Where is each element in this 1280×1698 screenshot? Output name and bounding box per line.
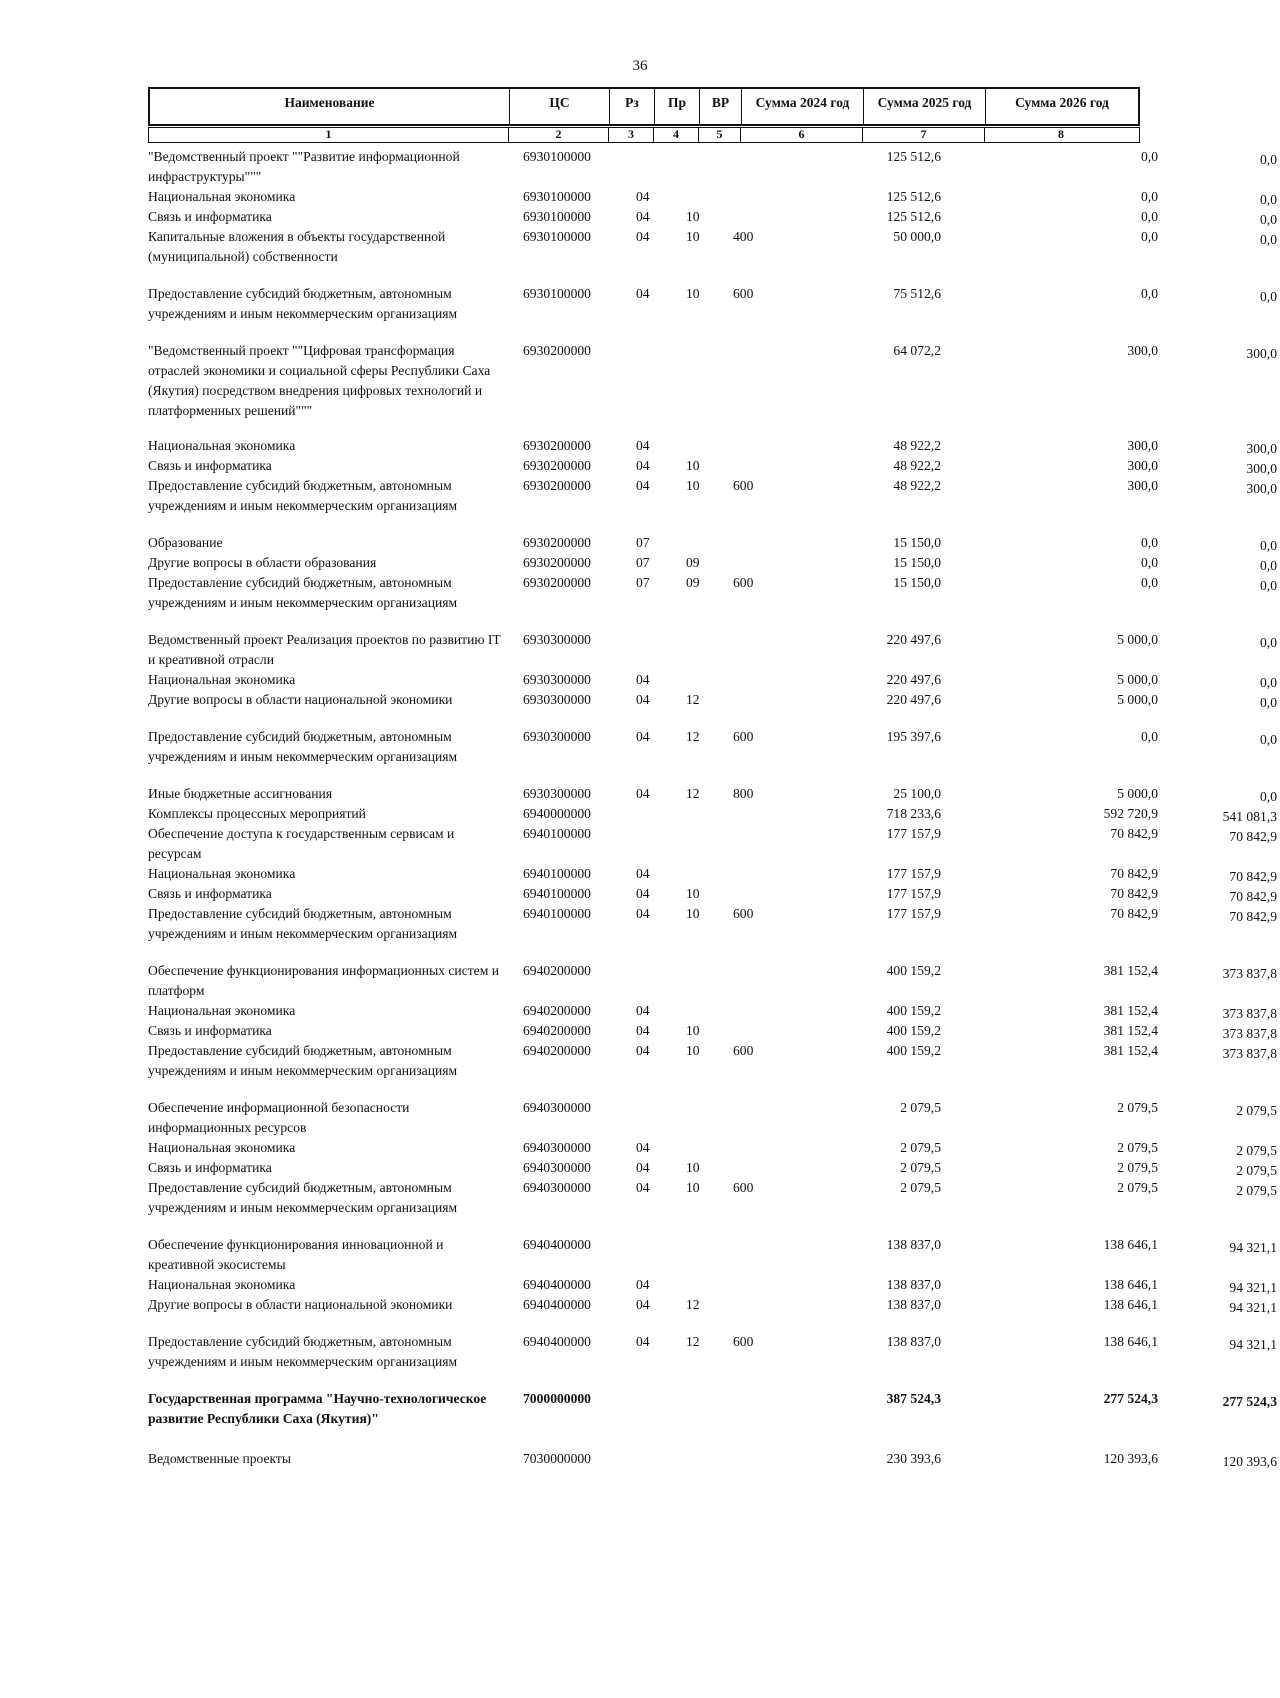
row-sum-2026: 0,0	[1260, 578, 1277, 593]
row-name: Национальная экономика	[148, 1277, 296, 1292]
table-row	[148, 476, 1277, 516]
row-name: Предоставление субсидий бюджетным, автономным учреждениям и иным некоммерческим организациям	[148, 1334, 458, 1369]
row-cs: 6940300000	[523, 1140, 591, 1155]
row-sum-2024: 177 157,9	[886, 906, 941, 921]
row-sum-2026: 0,0	[1260, 232, 1277, 247]
row-sum-2026: 2 079,5	[1236, 1163, 1277, 1178]
row-name: Ведомственные проекты	[148, 1451, 292, 1466]
table-row	[148, 1001, 1277, 1021]
row-sum-2025: 381 152,4	[1103, 1043, 1158, 1058]
table-row	[148, 207, 1277, 227]
row-sum-2025: 300,0	[1127, 343, 1158, 358]
row-sum-2024: 48 922,2	[893, 438, 941, 453]
row-sum-2025: 138 646,1	[1103, 1334, 1158, 1349]
table-row	[148, 727, 1277, 767]
row-rz: 04	[636, 866, 650, 881]
row-cs: 6930200000	[523, 438, 591, 453]
row-cs: 6940200000	[523, 1043, 591, 1058]
row-sum-2025: 5 000,0	[1117, 632, 1158, 647]
row-sum-2026: 0,0	[1260, 538, 1277, 553]
row-sum-2026: 0,0	[1260, 192, 1277, 207]
header-pr: Пр	[655, 89, 700, 124]
table-row	[148, 864, 1277, 884]
row-name: Предоставление субсидий бюджетным, автономным учреждениям и иным некоммерческим организациям	[148, 286, 458, 321]
row-sum-2024: 75 512,6	[893, 286, 941, 301]
row-name: Национальная экономика	[148, 1003, 296, 1018]
row-sum-2026: 373 837,8	[1222, 1026, 1277, 1041]
row-cs: 7000000000	[523, 1391, 591, 1406]
row-sum-2024: 125 512,6	[886, 189, 941, 204]
row-sum-2024: 400 159,2	[886, 963, 941, 978]
row-name: Обеспечение функционирования информационных систем и платформ	[148, 963, 499, 998]
table-row	[148, 1178, 1277, 1218]
row-vr: 600	[733, 286, 754, 301]
table-row	[148, 884, 1277, 904]
table-row	[148, 1158, 1277, 1178]
row-sum-2025: 5 000,0	[1117, 672, 1158, 687]
row-name: Государственная программа "Научно-технологическое развитие Республики Саха (Якутия)"	[148, 1391, 487, 1426]
row-sum-2024: 2 079,5	[900, 1100, 941, 1115]
row-rz: 04	[636, 1277, 650, 1292]
row-rz: 04	[636, 1023, 650, 1038]
row-name: Образование	[148, 535, 223, 550]
header-sum-2025: Сумма 2025 год	[864, 89, 986, 124]
row-rz: 04	[636, 692, 650, 707]
table-row	[148, 824, 1277, 864]
table-row	[148, 1098, 1277, 1138]
row-sum-2024: 230 393,6	[886, 1451, 941, 1466]
row-sum-2024: 220 497,6	[886, 632, 941, 647]
row-sum-2024: 138 837,0	[886, 1277, 941, 1292]
column-number: 2	[509, 128, 609, 142]
row-sum-2024: 48 922,2	[893, 458, 941, 473]
row-sum-2025: 381 152,4	[1103, 1023, 1158, 1038]
row-cs: 6930200000	[523, 458, 591, 473]
table-row	[148, 573, 1277, 613]
row-rz: 04	[636, 729, 650, 744]
row-rz: 04	[636, 189, 650, 204]
row-rz: 04	[636, 1140, 650, 1155]
table-row	[148, 553, 1277, 573]
row-rz: 07	[636, 535, 650, 550]
row-sum-2025: 138 646,1	[1103, 1237, 1158, 1252]
table-row	[148, 147, 1277, 187]
row-cs: 6930100000	[523, 229, 591, 244]
row-sum-2026: 0,0	[1260, 635, 1277, 650]
table-row	[148, 1138, 1277, 1158]
row-sum-2026: 373 837,8	[1222, 1006, 1277, 1021]
row-vr: 400	[733, 229, 754, 244]
row-cs: 6940400000	[523, 1334, 591, 1349]
row-cs: 6940100000	[523, 826, 591, 841]
row-rz: 04	[636, 438, 650, 453]
row-cs: 6930100000	[523, 189, 591, 204]
column-number: 7	[863, 128, 985, 142]
row-pr: 10	[686, 886, 700, 901]
row-name: Ведомственный проект Реализация проектов по развитию IT и креативной отрасли	[148, 632, 501, 667]
row-name: Обеспечение информационной безопасности информационных ресурсов	[148, 1100, 410, 1135]
row-rz: 04	[636, 1003, 650, 1018]
row-sum-2025: 300,0	[1127, 458, 1158, 473]
row-cs: 6940300000	[523, 1180, 591, 1195]
column-numbers	[148, 127, 1140, 143]
row-sum-2026: 0,0	[1260, 289, 1277, 304]
row-cs: 6930300000	[523, 786, 591, 801]
table-row	[148, 1021, 1277, 1041]
row-cs: 6930200000	[523, 478, 591, 493]
table-row	[148, 1275, 1277, 1295]
row-sum-2024: 2 079,5	[900, 1140, 941, 1155]
page-number: 36	[632, 58, 648, 74]
row-vr: 800	[733, 786, 754, 801]
row-name: Национальная экономика	[148, 866, 296, 881]
row-sum-2025: 70 842,9	[1110, 826, 1158, 841]
row-sum-2025: 2 079,5	[1117, 1140, 1158, 1155]
row-pr: 12	[686, 786, 700, 801]
row-rz: 04	[636, 478, 650, 493]
row-cs: 6930100000	[523, 149, 591, 164]
row-sum-2026: 300,0	[1246, 461, 1277, 476]
column-number: 5	[699, 128, 741, 142]
row-sum-2024: 177 157,9	[886, 886, 941, 901]
row-name: Обеспечение доступа к государственным сервисам и ресурсам	[148, 826, 455, 861]
row-sum-2026: 70 842,9	[1229, 909, 1277, 924]
row-sum-2025: 300,0	[1127, 478, 1158, 493]
row-sum-2026: 0,0	[1260, 558, 1277, 573]
header-name: Наименование	[150, 89, 510, 124]
row-sum-2024: 387 524,3	[886, 1391, 941, 1406]
row-name: Другие вопросы в области национальной экономики	[148, 692, 453, 707]
row-cs: 6930100000	[523, 209, 591, 224]
row-sum-2025: 0,0	[1141, 535, 1158, 550]
row-cs: 6940300000	[523, 1160, 591, 1175]
row-sum-2026: 120 393,6	[1222, 1454, 1277, 1469]
row-pr: 09	[686, 575, 700, 590]
column-number: 3	[609, 128, 654, 142]
header-vr: ВР	[700, 89, 742, 124]
row-sum-2026: 70 842,9	[1229, 869, 1277, 884]
table-row	[148, 784, 1277, 804]
row-sum-2024: 2 079,5	[900, 1160, 941, 1175]
row-vr: 600	[733, 1334, 754, 1349]
row-name: Другие вопросы в области национальной экономики	[148, 1297, 453, 1312]
row-sum-2024: 400 159,2	[886, 1023, 941, 1038]
row-sum-2026: 300,0	[1246, 481, 1277, 496]
row-sum-2025: 277 524,3	[1103, 1391, 1158, 1406]
row-rz: 04	[636, 209, 650, 224]
row-name: Национальная экономика	[148, 189, 296, 204]
row-sum-2026: 0,0	[1260, 789, 1277, 804]
row-sum-2024: 50 000,0	[893, 229, 941, 244]
row-sum-2026: 70 842,9	[1229, 889, 1277, 904]
column-number: 6	[741, 128, 863, 142]
row-name: Связь и информатика	[148, 1023, 272, 1038]
row-name: "Ведомственный проект ""Развитие информационной инфраструктуры"""	[148, 149, 460, 184]
row-sum-2024: 718 233,6	[886, 806, 941, 821]
row-sum-2025: 0,0	[1141, 729, 1158, 744]
row-pr: 10	[686, 458, 700, 473]
row-sum-2025: 70 842,9	[1110, 906, 1158, 921]
row-cs: 6940100000	[523, 866, 591, 881]
row-name: Связь и информатика	[148, 1160, 272, 1175]
row-sum-2026: 0,0	[1260, 695, 1277, 710]
header-rz: Рз	[610, 89, 655, 124]
table-row	[148, 456, 1277, 476]
table-row	[148, 227, 1277, 267]
row-sum-2024: 15 150,0	[893, 575, 941, 590]
row-sum-2025: 70 842,9	[1110, 866, 1158, 881]
row-vr: 600	[733, 575, 754, 590]
row-sum-2025: 138 646,1	[1103, 1297, 1158, 1312]
row-name: Национальная экономика	[148, 672, 296, 687]
row-rz: 04	[636, 286, 650, 301]
row-name: Предоставление субсидий бюджетным, автономным учреждениям и иным некоммерческим организациям	[148, 729, 458, 764]
row-rz: 04	[636, 1180, 650, 1195]
table-row	[148, 1041, 1277, 1081]
row-cs: 6940300000	[523, 1100, 591, 1115]
row-sum-2025: 0,0	[1141, 575, 1158, 590]
row-sum-2025: 2 079,5	[1117, 1100, 1158, 1115]
row-vr: 600	[733, 478, 754, 493]
row-name: Комплексы процессных мероприятий	[148, 806, 366, 821]
row-name: Связь и информатика	[148, 458, 272, 473]
row-cs: 7030000000	[523, 1451, 591, 1466]
row-pr: 12	[686, 729, 700, 744]
row-vr: 600	[733, 1043, 754, 1058]
row-pr: 12	[686, 1334, 700, 1349]
row-sum-2026: 373 837,8	[1222, 1046, 1277, 1061]
row-sum-2024: 2 079,5	[900, 1180, 941, 1195]
row-sum-2025: 0,0	[1141, 286, 1158, 301]
row-sum-2025: 381 152,4	[1103, 963, 1158, 978]
row-rz: 04	[636, 886, 650, 901]
row-sum-2026: 0,0	[1260, 212, 1277, 227]
row-sum-2025: 5 000,0	[1117, 692, 1158, 707]
table-row	[148, 904, 1277, 944]
row-vr: 600	[733, 1180, 754, 1195]
row-name: Капитальные вложения в объекты государственной (муниципальной) собственности	[148, 229, 446, 264]
row-sum-2024: 138 837,0	[886, 1237, 941, 1252]
row-sum-2025: 2 079,5	[1117, 1180, 1158, 1195]
row-rz: 07	[636, 575, 650, 590]
row-cs: 6930100000	[523, 286, 591, 301]
row-sum-2024: 400 159,2	[886, 1043, 941, 1058]
row-sum-2024: 220 497,6	[886, 692, 941, 707]
table-row	[148, 804, 1277, 824]
table-row	[148, 670, 1277, 690]
row-cs: 6930300000	[523, 632, 591, 647]
row-rz: 04	[636, 1043, 650, 1058]
row-name: Связь и информатика	[148, 886, 272, 901]
row-cs: 6940400000	[523, 1237, 591, 1252]
header-sum-2024: Сумма 2024 год	[742, 89, 864, 124]
row-pr: 10	[686, 1043, 700, 1058]
row-sum-2026: 94 321,1	[1229, 1337, 1277, 1352]
row-vr: 600	[733, 729, 754, 744]
row-pr: 10	[686, 209, 700, 224]
row-name: Предоставление субсидий бюджетным, автономным учреждениям и иным некоммерческим организациям	[148, 575, 458, 610]
row-pr: 10	[686, 906, 700, 921]
table-row	[148, 1449, 1277, 1469]
row-cs: 6940400000	[523, 1297, 591, 1312]
row-sum-2025: 381 152,4	[1103, 1003, 1158, 1018]
table-row	[148, 1295, 1277, 1315]
table-row	[148, 1235, 1277, 1275]
row-sum-2024: 400 159,2	[886, 1003, 941, 1018]
row-sum-2026: 2 079,5	[1236, 1143, 1277, 1158]
row-cs: 6930200000	[523, 575, 591, 590]
row-sum-2025: 0,0	[1141, 149, 1158, 164]
row-pr: 12	[686, 692, 700, 707]
row-cs: 6940100000	[523, 906, 591, 921]
row-rz: 04	[636, 1297, 650, 1312]
row-rz: 04	[636, 229, 650, 244]
row-name: Предоставление субсидий бюджетным, автономным учреждениям и иным некоммерческим организациям	[148, 1180, 458, 1215]
row-vr: 600	[733, 906, 754, 921]
table-body	[148, 147, 1277, 1469]
row-sum-2024: 195 397,6	[886, 729, 941, 744]
row-cs: 6930200000	[523, 555, 591, 570]
table-row	[148, 187, 1277, 207]
table-row	[148, 284, 1277, 324]
row-rz: 04	[636, 672, 650, 687]
row-name: "Ведомственный проект ""Цифровая трансформация отраслей экономики и социальной сферы Республики Саха (Якутия) посредством внедрения цифровых технологий и платформенных решений"""	[148, 343, 491, 418]
row-cs: 6930300000	[523, 692, 591, 707]
column-number: 8	[1058, 127, 1064, 141]
row-cs: 6940000000	[523, 806, 591, 821]
column-number: 4	[654, 128, 699, 142]
row-cs: 6940200000	[523, 963, 591, 978]
row-name: Другие вопросы в области образования	[148, 555, 377, 570]
row-sum-2024: 138 837,0	[886, 1334, 941, 1349]
row-sum-2026: 300,0	[1246, 346, 1277, 361]
row-sum-2026: 277 524,3	[1222, 1394, 1277, 1409]
row-name: Национальная экономика	[148, 438, 296, 453]
row-sum-2026: 373 837,8	[1222, 966, 1277, 981]
row-sum-2024: 125 512,6	[886, 149, 941, 164]
row-sum-2025: 592 720,9	[1103, 806, 1158, 821]
row-name: Предоставление субсидий бюджетным, автономным учреждениям и иным некоммерческим организациям	[148, 906, 458, 941]
row-pr: 10	[686, 1180, 700, 1195]
row-sum-2026: 541 081,3	[1222, 809, 1277, 824]
row-cs: 6930300000	[523, 672, 591, 687]
row-sum-2026: 94 321,1	[1229, 1280, 1277, 1295]
row-cs: 6930200000	[523, 535, 591, 550]
table-row	[148, 533, 1277, 553]
table-row	[148, 341, 1277, 421]
row-sum-2025: 120 393,6	[1103, 1451, 1158, 1466]
row-pr: 10	[686, 478, 700, 493]
row-name: Предоставление субсидий бюджетным, автономным учреждениям и иным некоммерческим организациям	[148, 1043, 458, 1078]
row-sum-2025: 0,0	[1141, 209, 1158, 224]
row-cs: 6940100000	[523, 886, 591, 901]
row-pr: 09	[686, 555, 700, 570]
row-sum-2025: 0,0	[1141, 229, 1158, 244]
table-header	[148, 87, 1140, 126]
header-cs: ЦС	[510, 89, 610, 124]
row-name: Обеспечение функционирования инновационной и креативной экосистемы	[148, 1237, 444, 1272]
table-row	[148, 436, 1277, 456]
row-name: Связь и информатика	[148, 209, 272, 224]
table-row	[148, 630, 1277, 670]
table-row	[148, 1389, 1277, 1449]
row-sum-2026: 300,0	[1246, 441, 1277, 456]
row-cs: 6930300000	[523, 729, 591, 744]
table-row	[148, 690, 1277, 710]
row-rz: 04	[636, 1160, 650, 1175]
row-sum-2026: 2 079,5	[1236, 1183, 1277, 1198]
row-rz: 04	[636, 1334, 650, 1349]
row-name: Предоставление субсидий бюджетным, автономным учреждениям и иным некоммерческим организациям	[148, 478, 458, 513]
row-cs: 6940400000	[523, 1277, 591, 1292]
row-name: Национальная экономика	[148, 1140, 296, 1155]
row-rz: 04	[636, 786, 650, 801]
table-row	[148, 961, 1277, 1001]
row-cs: 6940200000	[523, 1003, 591, 1018]
row-sum-2026: 0,0	[1260, 675, 1277, 690]
row-sum-2025: 138 646,1	[1103, 1277, 1158, 1292]
row-sum-2026: 94 321,1	[1229, 1300, 1277, 1315]
row-sum-2025: 5 000,0	[1117, 786, 1158, 801]
row-pr: 10	[686, 1160, 700, 1175]
row-sum-2026: 0,0	[1260, 152, 1277, 167]
row-sum-2024: 64 072,2	[893, 343, 941, 358]
row-sum-2024: 25 100,0	[893, 786, 941, 801]
row-cs: 6930200000	[523, 343, 591, 358]
row-cs: 6940200000	[523, 1023, 591, 1038]
row-sum-2026: 2 079,5	[1236, 1103, 1277, 1118]
row-sum-2024: 177 157,9	[886, 826, 941, 841]
row-sum-2025: 0,0	[1141, 189, 1158, 204]
row-rz: 04	[636, 458, 650, 473]
row-sum-2024: 220 497,6	[886, 672, 941, 687]
row-pr: 12	[686, 1297, 700, 1312]
row-sum-2024: 138 837,0	[886, 1297, 941, 1312]
row-rz: 04	[636, 906, 650, 921]
row-sum-2026: 94 321,1	[1229, 1240, 1277, 1255]
header-sum-2026: Сумма 2026 год	[1015, 95, 1109, 110]
row-pr: 10	[686, 1023, 700, 1038]
row-name: Иные бюджетные ассигнования	[148, 786, 333, 801]
row-sum-2025: 2 079,5	[1117, 1160, 1158, 1175]
row-sum-2025: 300,0	[1127, 438, 1158, 453]
row-pr: 10	[686, 286, 700, 301]
row-sum-2024: 177 157,9	[886, 866, 941, 881]
row-sum-2024: 48 922,2	[893, 478, 941, 493]
row-sum-2024: 15 150,0	[893, 535, 941, 550]
column-number: 1	[149, 128, 509, 142]
row-sum-2025: 0,0	[1141, 555, 1158, 570]
row-sum-2025: 70 842,9	[1110, 886, 1158, 901]
table-row	[148, 1332, 1277, 1372]
row-sum-2026: 70 842,9	[1229, 829, 1277, 844]
row-pr: 10	[686, 229, 700, 244]
row-sum-2026: 0,0	[1260, 732, 1277, 747]
row-rz: 07	[636, 555, 650, 570]
row-sum-2024: 15 150,0	[893, 555, 941, 570]
row-sum-2024: 125 512,6	[886, 209, 941, 224]
